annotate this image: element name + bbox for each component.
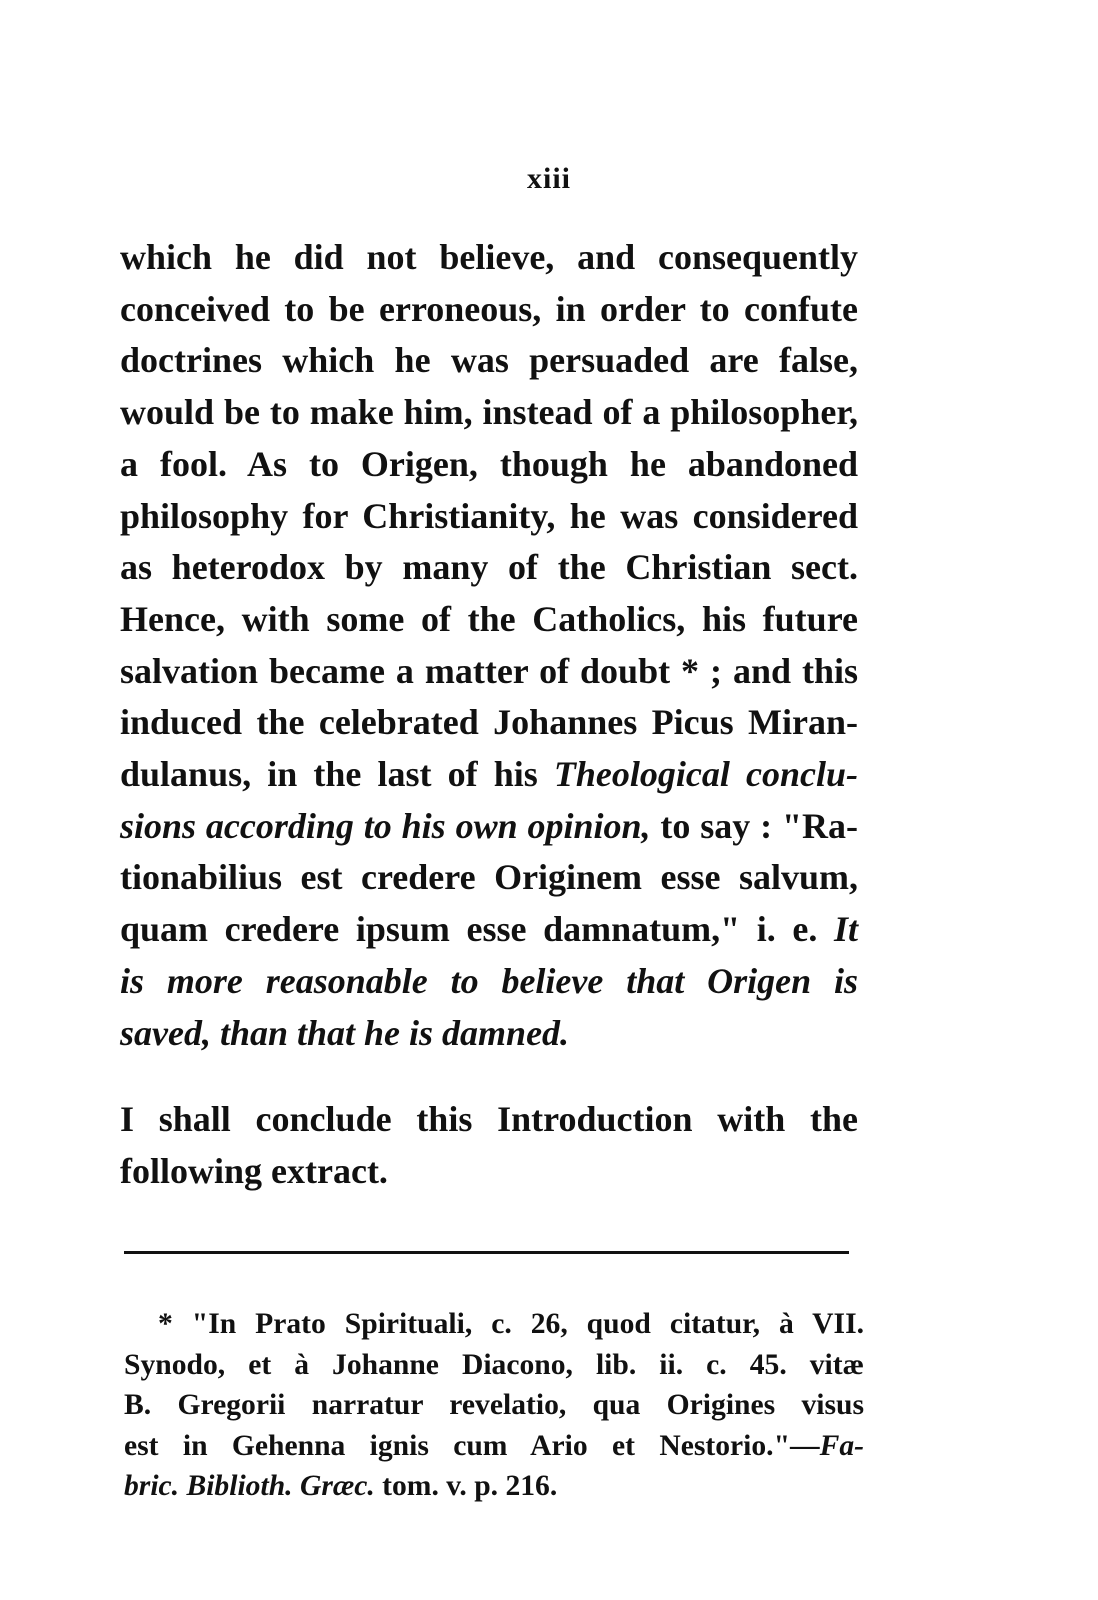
text-segment: to say : "Ra-	[650, 805, 858, 846]
footnote-line	[124, 1466, 864, 1507]
text-line: induced the celebrated Johannes Picus Miran-	[120, 702, 858, 743]
text-line: conceived to be erroneous, in order to confute	[120, 288, 858, 329]
page-number: xiii	[526, 162, 571, 195]
text-line	[120, 904, 858, 956]
footnote-divider	[124, 1251, 849, 1254]
text-line: tionabilius est credere Originem esse salvum,	[120, 857, 858, 898]
text-line	[120, 749, 858, 801]
footnote	[124, 1304, 864, 1507]
italic-citation-segment: bric. Biblioth. Græc.	[124, 1470, 375, 1503]
text-line	[120, 801, 858, 853]
text-segment: tom. v. p. 216.	[374, 1470, 558, 1503]
text-line: which he did not believe, and consequently	[120, 237, 858, 277]
italic-translation-segment: It	[833, 909, 858, 950]
italic-citation-segment: Fa-	[819, 1429, 864, 1462]
footnote-line: B. Gregorii narratur revelatio, qua Origines visus	[124, 1389, 864, 1422]
italic-title-segment: Theological conclu-	[553, 754, 858, 795]
italic-translation-segment: saved, than that he is damned.	[120, 1012, 570, 1053]
text-line: would be to make him, instead of a philosopher,	[120, 392, 858, 433]
text-line: salvation became a matter of doubt * ; and this	[120, 650, 858, 691]
footnote-line: * "In Prato Spirituali, c. 26, quod citatur, à VII.	[158, 1308, 864, 1340]
text-segment: est in Gehenna ignis cum Ario et Nestorio."—	[124, 1429, 820, 1462]
text-line	[120, 1008, 858, 1060]
text-line	[120, 956, 858, 1008]
main-paragraph	[120, 232, 858, 1059]
footnote-line: Synodo, et à Johanne Diacono, lib. ii. c. 45. vitæ	[124, 1348, 864, 1381]
text-line: a fool. As to Origen, though he abandoned	[120, 443, 858, 484]
italic-translation-segment: is more reasonable to believe that Origen is	[120, 960, 858, 1001]
footnote-line	[124, 1426, 864, 1467]
text-line: doctrines which he was persuaded are false,	[120, 340, 858, 381]
text-segment: quam credere ipsum esse damnatum," i. e.	[120, 909, 834, 950]
text-segment: dulanus, in the last of his	[120, 754, 554, 795]
text-line: philosophy for Christianity, he was considered	[120, 495, 858, 536]
text-line: Hence, with some of the Catholics, his future	[120, 598, 858, 639]
text-line: as heterodox by many of the Christian sect.	[120, 547, 858, 588]
closing-paragraph	[120, 1094, 858, 1197]
text-line: following extract.	[120, 1150, 388, 1191]
italic-title-segment: sions according to his own opinion,	[120, 805, 651, 846]
text-line: I shall conclude this Introduction with the	[120, 1099, 858, 1139]
